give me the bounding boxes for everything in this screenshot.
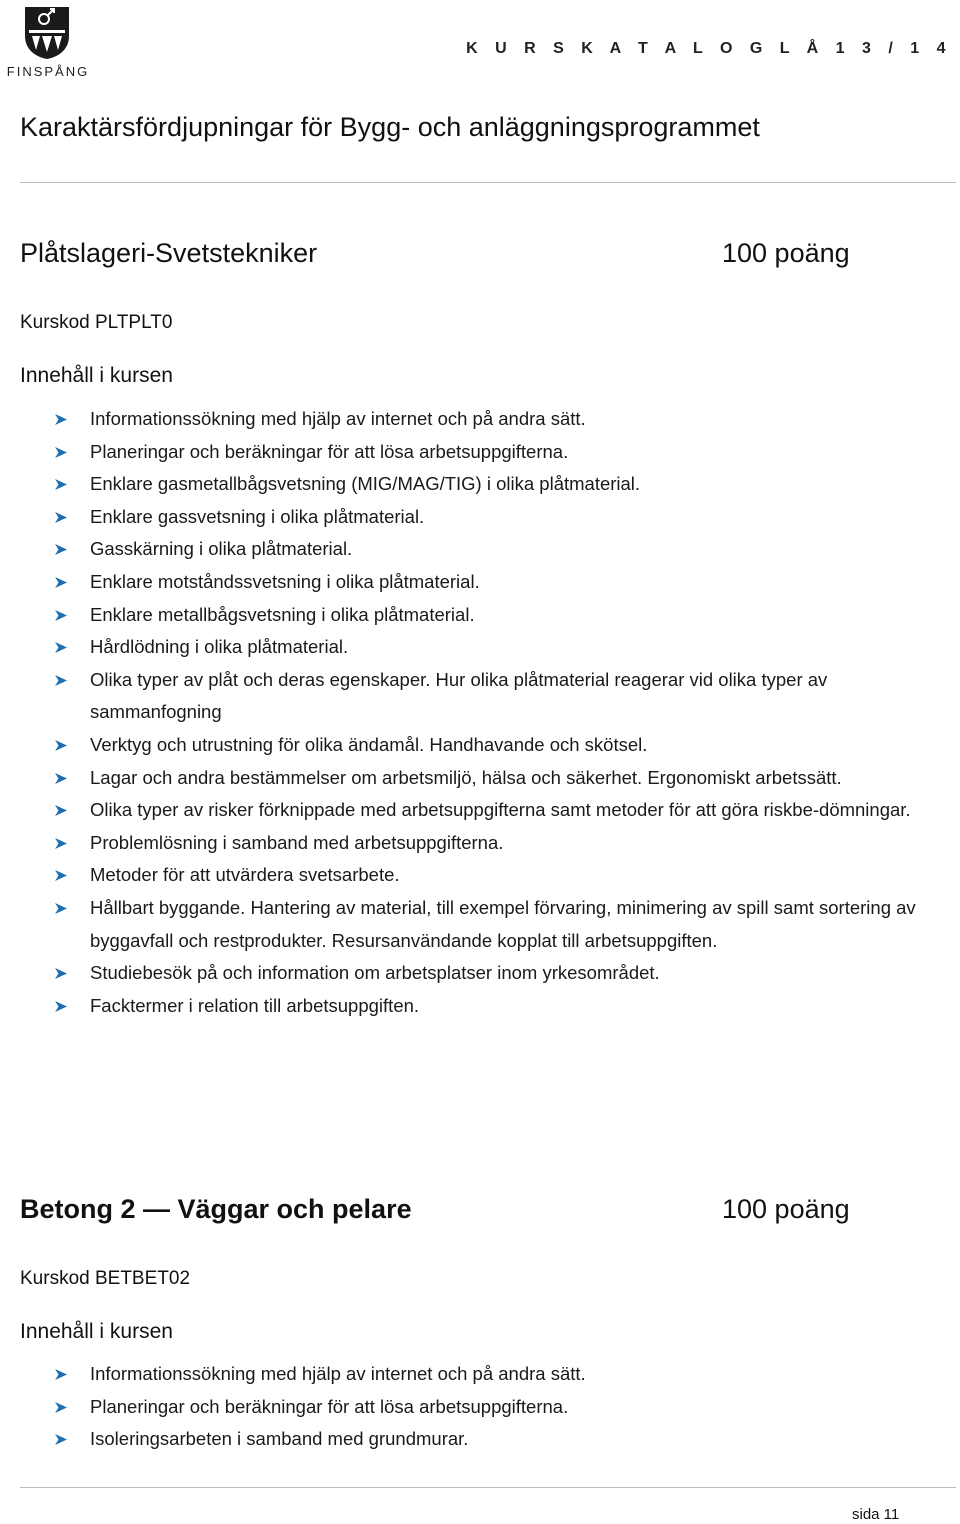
list-item-text: Verktyg och utrustning för olika ändamål. Handhavande och skötsel.: [90, 733, 648, 755]
course-code: Kurskod BETBET02: [20, 1268, 191, 1289]
list-item: [0, 599, 950, 632]
list-item: [0, 664, 950, 729]
list-item: [0, 533, 950, 566]
list-item-text: Problemlösning i samband med arbetsuppgifterna.: [90, 831, 504, 853]
list-item-text: Hårdlödning i olika plåtmaterial.: [90, 636, 349, 658]
arrow-bullet-icon: [55, 870, 67, 881]
list-item-text: Informationssökning med hjälp av internet och på andra sätt.: [90, 1363, 586, 1384]
course-title: Plåtslageri-Svetstekniker: [20, 238, 318, 268]
list-item: [0, 631, 950, 664]
list-item-text: Enklare gassvetsning i olika plåtmaterial.: [90, 505, 425, 527]
list-item-text: Studiebesök på och information om arbetsplatser inom yrkesområdet.: [90, 962, 660, 984]
logo-text: FINSPÅNG: [6, 64, 90, 79]
document-title: Karaktärsfördjupningar för Bygg- och anläggningsprogrammet: [20, 112, 760, 142]
list-item: [0, 729, 950, 762]
list-item-text: Olika typer av risker förknippade med arbetsuppgifterna samt metoder för att göra riskbe-dömningar.: [90, 799, 911, 821]
list-item-text: Isoleringsarbeten i samband med grundmurar.: [90, 1428, 469, 1450]
list-item-text: Planeringar och beräkningar för att lösa arbetsuppgifterna.: [90, 1395, 569, 1417]
list-item-text: Informationssökning med hjälp av internet och på andra sätt.: [90, 408, 586, 429]
list-item-text: Enklare gasmetallbågsvetsning (MIG/MAG/TIG) i olika plåtmaterial.: [90, 473, 641, 495]
list-item: [0, 468, 950, 501]
list-item: [0, 403, 950, 436]
list-item-text: Planeringar och beräkningar för att lösa arbetsuppgifterna.: [90, 440, 569, 462]
arrow-bullet-icon: [55, 414, 67, 425]
arrow-bullet-icon: [55, 805, 67, 816]
arrow-bullet-icon: [55, 610, 67, 621]
arrow-bullet-icon: [55, 968, 67, 979]
list-item-text: Hållbart byggande. Hantering av material, till exempel förvaring, minimering av spill samt sortering av byggavfall och restprodukter. Resursanvändande kopplat till arbetsuppgiften.: [90, 896, 916, 951]
arrow-bullet-icon: [55, 577, 67, 588]
title-divider: [20, 182, 956, 183]
arrow-bullet-icon: [55, 512, 67, 523]
list-item-text: Metoder för att utvärdera svetsarbete.: [90, 864, 400, 886]
list-item: [0, 957, 950, 990]
list-item-text: Lagar och andra bestämmelser om arbetsmiljö, hälsa och säkerhet. Ergonomiskt arbetssätt.: [90, 766, 842, 788]
arrow-bullet-icon: [55, 1434, 67, 1445]
arrow-bullet-icon: [55, 838, 67, 849]
course-points: 100 poäng: [722, 1194, 850, 1224]
list-item: [0, 794, 950, 827]
arrow-bullet-icon: [55, 773, 67, 784]
arrow-bullet-icon: [55, 1369, 67, 1380]
page-number: sida 11: [852, 1506, 900, 1523]
list-item: [0, 1423, 950, 1456]
footer-divider: [20, 1487, 956, 1488]
course-points: 100 poäng: [722, 238, 850, 268]
list-item: [0, 1358, 950, 1391]
finspang-coat-of-arms-icon: [24, 6, 70, 60]
arrow-bullet-icon: [55, 675, 67, 686]
list-item-text: Enklare motståndssvetsning i olika plåtmaterial.: [90, 570, 480, 592]
arrow-bullet-icon: [55, 1402, 67, 1413]
arrow-bullet-icon: [55, 903, 67, 914]
course-content-list: [0, 1358, 950, 1456]
arrow-bullet-icon: [55, 642, 67, 653]
arrow-bullet-icon: [55, 740, 67, 751]
list-item: [0, 501, 950, 534]
arrow-bullet-icon: [55, 1001, 67, 1012]
list-item: [0, 859, 950, 892]
list-item: [0, 827, 950, 860]
list-item: [0, 762, 950, 795]
course-content-list: [0, 403, 950, 1022]
list-item: [0, 1391, 950, 1424]
finspang-logo: [4, 4, 88, 80]
list-item-text: Facktermer i relation till arbetsuppgiften.: [90, 994, 420, 1016]
arrow-bullet-icon: [55, 479, 67, 490]
content-heading: Innehåll i kursen: [20, 1320, 173, 1343]
catalog-label: K U R S K A T A L O G L Å 1 3 / 1 4: [466, 40, 952, 57]
list-item: [0, 436, 950, 469]
arrow-bullet-icon: [55, 544, 67, 555]
course-code: Kurskod PLTPLT0: [20, 312, 173, 333]
list-item: [0, 892, 950, 957]
arrow-bullet-icon: [55, 447, 67, 458]
course-title: Betong 2 — Väggar och pelare: [20, 1194, 412, 1224]
content-heading: Innehåll i kursen: [20, 364, 173, 387]
list-item-text: Olika typer av plåt och deras egenskaper. Hur olika plåtmaterial reagerar vid olika typer av sammanfogning: [90, 668, 828, 723]
list-item: [0, 990, 950, 1023]
list-item-text: Gasskärning i olika plåtmaterial.: [90, 538, 353, 560]
list-item: [0, 566, 950, 599]
list-item-text: Enklare metallbågsvetsning i olika plåtmaterial.: [90, 603, 475, 625]
